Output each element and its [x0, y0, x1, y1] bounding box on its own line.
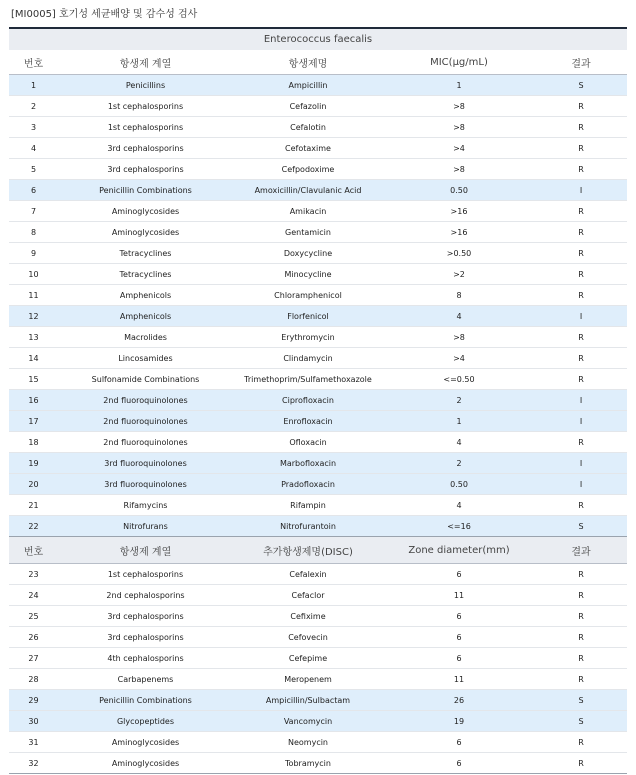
result-value: R [535, 606, 627, 627]
antibiotic-name: Rifampin [233, 495, 383, 516]
table-row [9, 75, 627, 96]
table-row [9, 222, 627, 243]
table-row [9, 606, 627, 627]
antibiotic-class: 2nd cephalosporins [58, 585, 233, 606]
antibiotic-class: Aminoglycosides [58, 222, 233, 243]
organism-name: Enterococcus faecalis [9, 28, 627, 50]
result-value: I [535, 411, 627, 432]
table-row [9, 411, 627, 432]
row-number: 10 [9, 264, 58, 285]
test-value: >8 [383, 159, 535, 180]
header-number: 번호 [9, 537, 58, 564]
result-value: R [535, 669, 627, 690]
test-value: 0.50 [383, 180, 535, 201]
row-number: 30 [9, 711, 58, 732]
mic-rows [9, 75, 627, 537]
antibiotic-name: Ciprofloxacin [233, 390, 383, 411]
disc-rows [9, 564, 627, 774]
table-row [9, 348, 627, 369]
antibiotic-name: Cefaclor [233, 585, 383, 606]
row-number: 25 [9, 606, 58, 627]
result-value: S [535, 75, 627, 96]
header-class: 항생제 계열 [58, 537, 233, 564]
antibiotic-class: Macrolides [58, 327, 233, 348]
test-value: >2 [383, 264, 535, 285]
result-value: R [535, 138, 627, 159]
table-row [9, 117, 627, 138]
table-row [9, 711, 627, 732]
table-row [9, 627, 627, 648]
result-value: R [535, 648, 627, 669]
result-value: R [535, 96, 627, 117]
test-value: <=0.50 [383, 369, 535, 390]
header-antibiotic: 항생제명 [233, 50, 383, 75]
result-value: R [535, 348, 627, 369]
antibiotic-class: 3rd cephalosporins [58, 138, 233, 159]
antibiotic-name: Cefovecin [233, 627, 383, 648]
antibiotic-name: Cefepime [233, 648, 383, 669]
row-number: 12 [9, 306, 58, 327]
test-value: 6 [383, 606, 535, 627]
result-value: R [535, 432, 627, 453]
antibiotic-name: Vancomycin [233, 711, 383, 732]
header-result: 결과 [535, 50, 627, 75]
antibiotic-name: Meropenem [233, 669, 383, 690]
table-row [9, 585, 627, 606]
antibiotic-name: Cefazolin [233, 96, 383, 117]
table-row [9, 243, 627, 264]
row-number: 8 [9, 222, 58, 243]
test-value: 11 [383, 585, 535, 606]
table-row [9, 564, 627, 585]
antibiotic-class: 4th cephalosporins [58, 648, 233, 669]
row-number: 13 [9, 327, 58, 348]
antibiotic-class: Glycopeptides [58, 711, 233, 732]
test-value: >16 [383, 201, 535, 222]
row-number: 26 [9, 627, 58, 648]
table-row [9, 516, 627, 537]
row-number: 21 [9, 495, 58, 516]
antibiotic-class: Penicillin Combinations [58, 180, 233, 201]
test-value: >0.50 [383, 243, 535, 264]
table-row [9, 648, 627, 669]
antibiotic-name: Doxycycline [233, 243, 383, 264]
test-value: 11 [383, 669, 535, 690]
antibiotic-class: 3rd cephalosporins [58, 627, 233, 648]
test-value: 8 [383, 285, 535, 306]
table-row [9, 690, 627, 711]
row-number: 24 [9, 585, 58, 606]
result-value: R [535, 201, 627, 222]
row-number: 9 [9, 243, 58, 264]
antibiotic-class: 1st cephalosporins [58, 96, 233, 117]
test-value: 2 [383, 390, 535, 411]
result-value: I [535, 306, 627, 327]
table-row [9, 264, 627, 285]
test-value: 2 [383, 453, 535, 474]
antibiotic-name: Pradofloxacin [233, 474, 383, 495]
row-number: 29 [9, 690, 58, 711]
result-value: R [535, 369, 627, 390]
row-number: 17 [9, 411, 58, 432]
row-number: 28 [9, 669, 58, 690]
antibiotic-name: Cefalotin [233, 117, 383, 138]
antibiotic-name: Florfenicol [233, 306, 383, 327]
row-number: 15 [9, 369, 58, 390]
antibiotic-name: Nitrofurantoin [233, 516, 383, 537]
test-value: >16 [383, 222, 535, 243]
antibiotic-class: Sulfonamide Combinations [58, 369, 233, 390]
result-value: R [535, 222, 627, 243]
mic-header-row [9, 50, 627, 75]
antibiotic-name: Minocycline [233, 264, 383, 285]
row-number: 4 [9, 138, 58, 159]
test-value: 6 [383, 753, 535, 774]
antibiotic-name: Cefotaxime [233, 138, 383, 159]
test-value: 6 [383, 564, 535, 585]
antibiotic-class: 1st cephalosporins [58, 564, 233, 585]
result-value: R [535, 159, 627, 180]
antibiotic-class: Rifamycins [58, 495, 233, 516]
result-value: R [535, 585, 627, 606]
test-value: 4 [383, 432, 535, 453]
antibiotic-name: Tobramycin [233, 753, 383, 774]
row-number: 22 [9, 516, 58, 537]
row-number: 5 [9, 159, 58, 180]
antibiotic-class: 2nd fluoroquinolones [58, 411, 233, 432]
row-number: 31 [9, 732, 58, 753]
antibiotic-name: Ampicillin/Sulbactam [233, 690, 383, 711]
test-value: 4 [383, 306, 535, 327]
table-row [9, 669, 627, 690]
table-row [9, 369, 627, 390]
antibiotic-class: Carbapenems [58, 669, 233, 690]
test-value: >8 [383, 117, 535, 138]
table-row [9, 201, 627, 222]
table-row [9, 432, 627, 453]
test-value: 6 [383, 627, 535, 648]
result-value: R [535, 285, 627, 306]
row-number: 3 [9, 117, 58, 138]
result-value: R [535, 732, 627, 753]
result-value: R [535, 264, 627, 285]
antibiotic-class: Penicillins [58, 75, 233, 96]
header-class: 항생제 계열 [58, 50, 233, 75]
result-value: S [535, 711, 627, 732]
antibiotic-class: 2nd fluoroquinolones [58, 432, 233, 453]
antibiotic-class: Lincosamides [58, 348, 233, 369]
test-value: >4 [383, 348, 535, 369]
disc-header-group [9, 537, 627, 564]
row-number: 6 [9, 180, 58, 201]
antibiotic-name: Cefpodoxime [233, 159, 383, 180]
table-row [9, 96, 627, 117]
header-disc-antibiotic: 추가항생제명(DISC) [233, 537, 383, 564]
test-value: 4 [383, 495, 535, 516]
result-value: I [535, 474, 627, 495]
antibiotic-class: Amphenicols [58, 306, 233, 327]
antibiotic-class: Penicillin Combinations [58, 690, 233, 711]
antibiotic-name: Cefixime [233, 606, 383, 627]
row-number: 7 [9, 201, 58, 222]
antibiotic-class: 3rd fluoroquinolones [58, 453, 233, 474]
antibiotic-name: Amikacin [233, 201, 383, 222]
test-value: 0.50 [383, 474, 535, 495]
test-value: >4 [383, 138, 535, 159]
antibiotic-class: 3rd fluoroquinolones [58, 474, 233, 495]
antibiotic-name: Neomycin [233, 732, 383, 753]
row-number: 20 [9, 474, 58, 495]
table-row [9, 180, 627, 201]
antibiotic-name: Gentamicin [233, 222, 383, 243]
row-number: 18 [9, 432, 58, 453]
antibiotic-name: Enrofloxacin [233, 411, 383, 432]
antibiotic-class: 3rd cephalosporins [58, 606, 233, 627]
result-value: R [535, 243, 627, 264]
table-row [9, 390, 627, 411]
antibiotic-name: Amoxicillin/Clavulanic Acid [233, 180, 383, 201]
result-value: I [535, 390, 627, 411]
antibiotic-class: Nitrofurans [58, 516, 233, 537]
antibiotic-name: Ofloxacin [233, 432, 383, 453]
result-value: R [535, 117, 627, 138]
result-value: R [535, 564, 627, 585]
row-number: 23 [9, 564, 58, 585]
table-row [9, 474, 627, 495]
result-value: R [535, 327, 627, 348]
table-row [9, 495, 627, 516]
antibiotic-name: Ampicillin [233, 75, 383, 96]
test-value: 1 [383, 411, 535, 432]
result-value: R [535, 753, 627, 774]
table-row [9, 453, 627, 474]
test-value: >8 [383, 96, 535, 117]
table-row [9, 732, 627, 753]
antibiotic-class: 2nd fluoroquinolones [58, 390, 233, 411]
result-value: S [535, 516, 627, 537]
test-value: <=16 [383, 516, 535, 537]
table-row [9, 753, 627, 774]
result-value: R [535, 627, 627, 648]
antibiotic-name: Cefalexin [233, 564, 383, 585]
row-number: 1 [9, 75, 58, 96]
header-mic: MIC(μg/mL) [383, 50, 535, 75]
result-value: I [535, 180, 627, 201]
table-row [9, 306, 627, 327]
table-row [9, 285, 627, 306]
test-value: 26 [383, 690, 535, 711]
susceptibility-table [9, 27, 627, 774]
antibiotic-name: Chloramphenicol [233, 285, 383, 306]
result-value: R [535, 495, 627, 516]
row-number: 11 [9, 285, 58, 306]
antibiotic-name: Trimethoprim/Sulfamethoxazole [233, 369, 383, 390]
antibiotic-class: Tetracyclines [58, 243, 233, 264]
result-value: I [535, 453, 627, 474]
antibiotic-class: Tetracyclines [58, 264, 233, 285]
test-value: 19 [383, 711, 535, 732]
antibiotic-class: 3rd cephalosporins [58, 159, 233, 180]
result-value: S [535, 690, 627, 711]
antibiotic-class: Aminoglycosides [58, 753, 233, 774]
header-result: 결과 [535, 537, 627, 564]
test-value: 6 [383, 732, 535, 753]
table-row [9, 159, 627, 180]
test-value: 1 [383, 75, 535, 96]
row-number: 19 [9, 453, 58, 474]
header-zone-diameter: Zone diameter(mm) [383, 537, 535, 564]
antibiotic-class: Amphenicols [58, 285, 233, 306]
table-row [9, 327, 627, 348]
header-number: 번호 [9, 50, 58, 75]
test-value: 6 [383, 648, 535, 669]
antibiotic-class: 1st cephalosporins [58, 117, 233, 138]
row-number: 27 [9, 648, 58, 669]
organism-row [9, 28, 627, 50]
row-number: 14 [9, 348, 58, 369]
antibiotic-name: Clindamycin [233, 348, 383, 369]
test-value: >8 [383, 327, 535, 348]
row-number: 16 [9, 390, 58, 411]
row-number: 2 [9, 96, 58, 117]
table-row [9, 138, 627, 159]
antibiotic-name: Marbofloxacin [233, 453, 383, 474]
row-number: 32 [9, 753, 58, 774]
antibiotic-class: Aminoglycosides [58, 201, 233, 222]
disc-header-row [9, 537, 627, 564]
antibiotic-name: Erythromycin [233, 327, 383, 348]
antibiotic-class: Aminoglycosides [58, 732, 233, 753]
report-title: [MI0005] 호기성 세균배양 및 감수성 검사 [11, 9, 198, 20]
